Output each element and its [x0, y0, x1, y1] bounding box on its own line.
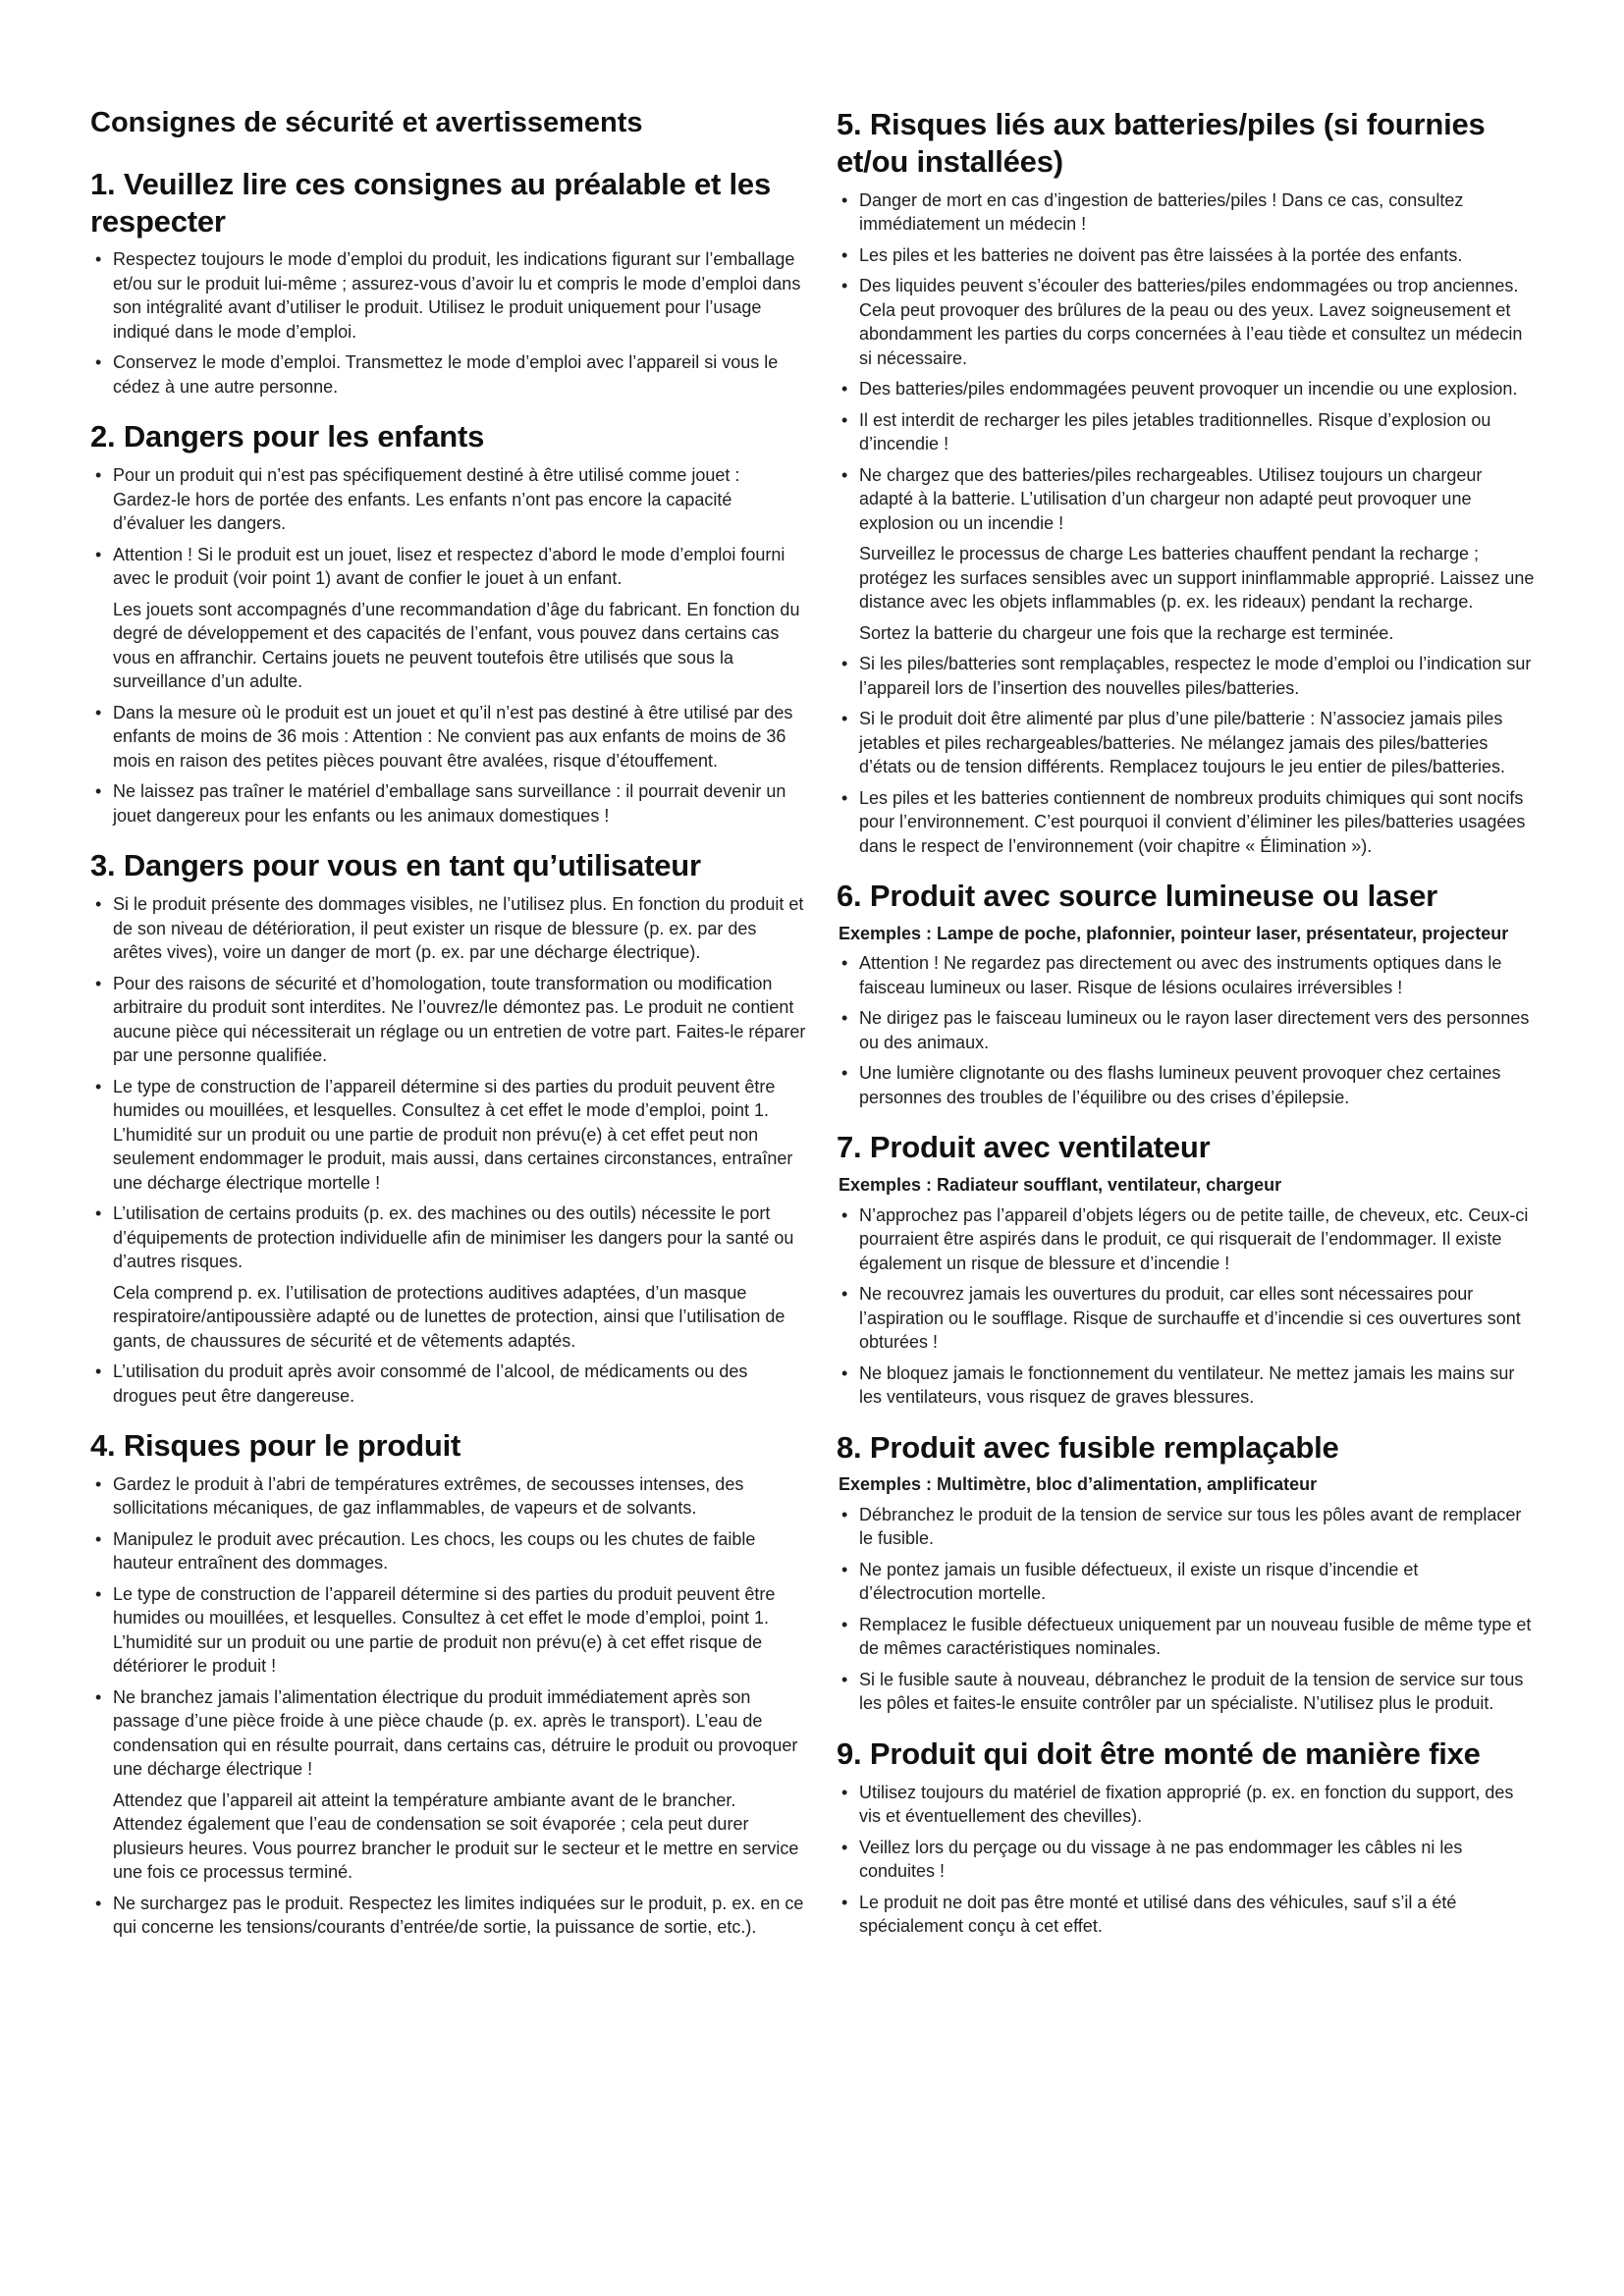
- list-item: [837, 274, 1536, 370]
- bullet-icon: •: [841, 1284, 848, 1305]
- list-item-text: Dans la mesure où le produit est un jouet et qu’il n’est pas destiné à être utilisé par des enfants de moins de 36 mois : Attention : Ne convient pas aux enfants de moins de 36 mois en raison des petites pièces pouvant être avalées, risque d’étouffement.: [113, 702, 793, 771]
- bullet-list: [837, 951, 1536, 1109]
- list-item-text: Le type de construction de l’appareil détermine si des parties du produit peuvent être humides ou mouillées, et lesquelles. Consultez à cet effet le mode d’emploi, point 1. L’humidité sur un produit ou une partie de produit non prévu(e) à cet effet risque de détériorer le produit !: [113, 1583, 776, 1677]
- bullet-icon: •: [841, 244, 848, 265]
- list-item: [90, 1472, 807, 1521]
- list-item: [90, 1685, 807, 1885]
- list-item: [90, 1582, 807, 1679]
- list-item: [90, 1360, 807, 1408]
- bullet-icon: •: [841, 189, 848, 210]
- bullet-icon: •: [95, 1583, 102, 1604]
- list-item-text: Les jouets sont accompagnés d’une recommandation d’âge du fabricant. En fonction du degré de développement et des capacités de l’enfant, vous pouvez dans certains cas vous en affranchir. Certains jouets ne peuvent toutefois être utilisés que sous la surveillance d’un adulte.: [113, 599, 800, 692]
- list-item: [837, 1282, 1536, 1355]
- bullet-list: [90, 1472, 807, 1940]
- bullet-icon: •: [841, 1614, 848, 1634]
- list-item-text: Débranchez le produit de la tension de service sur tous les pôles avant de remplacer le fusible.: [859, 1504, 1522, 1549]
- bullet-icon: •: [841, 1008, 848, 1029]
- list-item-text: Manipulez le produit avec précaution. Les chocs, les coups ou les chutes de faible hauteur entraînent des dommages.: [113, 1528, 756, 1574]
- list-item-text: Surveillez le processus de charge Les batteries chauffent pendant la recharge ; protégez les surfaces sensibles avec un support ininflammable approprié. Laissez une distance avec les objets inflammables (p. ex. les rideaux) pendant la recharge.: [859, 544, 1535, 613]
- section: [837, 1735, 1536, 1939]
- bullet-icon: •: [841, 1782, 848, 1802]
- section-examples: Exemples : Radiateur soufflant, ventilateur, chargeur: [839, 1175, 1282, 1196]
- bullet-icon: •: [95, 702, 102, 722]
- list-item: [837, 1203, 1536, 1276]
- list-item: [90, 1527, 807, 1575]
- list-item: [90, 892, 807, 965]
- section: [837, 878, 1536, 1109]
- bullet-icon: •: [95, 973, 102, 993]
- bullet-icon: •: [95, 352, 102, 373]
- list-item-text: Si le produit présente des dommages visibles, ne l’utilisez plus. En fonction du produit et de son niveau de détérioration, il peut exister un risque de blessure (p. ex. par des arêtes vives), voire un danger de mort (p. ex. par une décharge électrique).: [113, 894, 804, 963]
- list-item-text: Attendez que l’appareil ait atteint la température ambiante avant de le brancher. Attendez également que l’eau de condensation se soit évaporée ; cela peut durer plusieurs heures. Vous pourrez brancher le produit sur le secteur et le mettre en service une fois ce processus terminé.: [113, 1789, 799, 1883]
- bullet-icon: •: [95, 1528, 102, 1549]
- section-heading: 9. Produit qui doit être monté de manière fixe: [837, 1735, 1481, 1771]
- list-item: [837, 1781, 1536, 1829]
- bullet-icon: •: [95, 1473, 102, 1494]
- list-item-text: Le produit ne doit pas être monté et utilisé dans des véhicules, sauf s’il a été spécialement conçu à cet effet.: [859, 1892, 1457, 1937]
- list-item: [837, 1891, 1536, 1939]
- bullet-icon: •: [841, 1362, 848, 1383]
- bullet-icon: •: [841, 1559, 848, 1579]
- section: [90, 847, 807, 1408]
- section-examples: Exemples : Multimètre, bloc d’alimentation, amplificateur: [839, 1474, 1318, 1495]
- list-item: [90, 247, 807, 344]
- list-item-text: L’utilisation de certains produits (p. ex. des machines ou des outils) nécessite le port d’équipements de protection individuelle afin de minimiser les dangers pour la santé ou d’autres risques.: [113, 1203, 794, 1272]
- list-item: [837, 188, 1536, 237]
- section-heading: 1. Veuillez lire ces consignes au préalable et les respecter: [90, 166, 772, 239]
- list-item-text: Attention ! Ne regardez pas directement ou avec des instruments optiques dans le faisceau lumineux ou laser. Risque de lésions oculaires irréversibles !: [859, 953, 1502, 997]
- bullet-list: [90, 247, 807, 399]
- bullet-icon: •: [95, 465, 102, 486]
- list-item-text: Pour un produit qui n’est pas spécifiquement destiné à être utilisé comme jouet : Gardez-le hors de portée des enfants. Les enfants n’ont pas encore la capacité d’évaluer les dangers.: [113, 465, 740, 534]
- list-item-text: Cela comprend p. ex. l’utilisation de protections auditives adaptées, d’un masque respiratoire/antipoussière adapté ou de lunettes de protection, ainsi que l’utilisation de gants, de chaussures de sécurité et de vêtements adaptés.: [113, 1282, 785, 1351]
- bullet-icon: •: [841, 1837, 848, 1857]
- list-item-text: Utilisez toujours du matériel de fixation approprié (p. ex. en fonction du support, des vis et éventuellement des chevilles).: [859, 1782, 1514, 1827]
- list-item-text: Une lumière clignotante ou des flashs lumineux peuvent provoquer chez certaines personnes des troubles de l’équilibre ou des crises d’épilepsie.: [859, 1063, 1501, 1107]
- list-item-text: Les piles et les batteries ne doivent pas être laissées à la portée des enfants.: [859, 244, 1463, 265]
- list-item: [90, 1201, 807, 1353]
- list-item: [90, 543, 807, 694]
- list-item-text: Ne pontez jamais un fusible défectueux, il existe un risque d’incendie et d’électrocution mortelle.: [859, 1559, 1419, 1604]
- bullet-icon: •: [841, 1892, 848, 1912]
- bullet-icon: •: [95, 781, 102, 802]
- list-item: [90, 463, 807, 536]
- list-item: [90, 1075, 807, 1196]
- bullet-icon: •: [95, 1686, 102, 1707]
- bullet-icon: •: [841, 1504, 848, 1524]
- list-item-text: L’utilisation du produit après avoir consommé de l’alcool, de médicaments ou des drogues peut être dangereuse.: [113, 1362, 748, 1406]
- list-item-text: Remplacez le fusible défectueux uniquement par un nouveau fusible de même type et de mêmes caractéristiques nominales.: [859, 1614, 1532, 1659]
- list-item-text: Des batteries/piles endommagées peuvent provoquer un incendie ou une explosion.: [859, 379, 1518, 400]
- bullet-list: [837, 188, 1536, 859]
- list-item-text: Ne branchez jamais l’alimentation électrique du produit immédiatement après son passage d’une pièce froide à une pièce chaude (p. ex. après le transport). L’eau de condensation qui en résulte pourrait, dans certains cas, détruire le produit ou provoquer une décharge électrique !: [113, 1686, 798, 1780]
- bullet-icon: •: [841, 1063, 848, 1084]
- bullet-list: [837, 1781, 1536, 1939]
- list-item-text: Les piles et les batteries contiennent de nombreux produits chimiques qui sont nocifs pour l’environnement. C’est pourquoi il convient d’éliminer les piles/batteries usagées dans le respect de l’environnement (voir chapitre « Élimination »).: [859, 787, 1526, 856]
- list-item-text: Si le fusible saute à nouveau, débranchez le produit de la tension de service sur tous les pôles et faites-le ensuite contrôler par un spécialiste. N’utilisez plus le produit.: [859, 1669, 1524, 1714]
- bullet-icon: •: [95, 1893, 102, 1913]
- list-item: [837, 463, 1536, 646]
- list-item: [837, 786, 1536, 859]
- bullet-icon: •: [841, 787, 848, 808]
- bullet-icon: •: [95, 1203, 102, 1224]
- list-item-text: Veillez lors du perçage ou du vissage à ne pas endommager les câbles ni les conduites !: [859, 1837, 1463, 1882]
- list-item: [90, 1892, 807, 1940]
- list-item: [837, 652, 1536, 700]
- list-item: [837, 707, 1536, 779]
- list-item: [837, 951, 1536, 999]
- list-item: [837, 1362, 1536, 1410]
- list-item-text: Ne laissez pas traîner le matériel d’emballage sans surveillance : il pourrait devenir un jouet dangereux pour les enfants ou les animaux domestiques !: [113, 781, 786, 826]
- list-item-text: Respectez toujours le mode d’emploi du produit, les indications figurant sur l’emballage et/ou sur le produit lui-même ; assurez-vous d’avoir lu et compris le mode d’emploi dans son intégralité avant d’utiliser le produit. Utilisez le produit uniquement pour l’usage indiqué dans le mode d’emploi.: [113, 249, 801, 342]
- bullet-icon: •: [95, 1362, 102, 1382]
- bullet-icon: •: [95, 894, 102, 915]
- section: [90, 1427, 807, 1940]
- bullet-icon: •: [841, 1669, 848, 1689]
- list-item: [90, 779, 807, 828]
- section: [837, 1129, 1536, 1409]
- list-item-text: Il est interdit de recharger les piles jetables traditionnelles. Risque d’explosion ou d’incendie !: [859, 409, 1491, 454]
- list-item: [837, 1006, 1536, 1054]
- list-item: [837, 1668, 1536, 1716]
- list-item: [837, 1836, 1536, 1884]
- left-column: [90, 106, 807, 1959]
- page-title: Consignes de sécurité et avertissements: [90, 107, 643, 138]
- list-item-text: Si le produit doit être alimenté par plus d’une pile/batterie : N’associez jamais piles jetables et piles rechargeables/batteries. Ne mélangez jamais des piles/batteries d’états ou de tension différents. Remplacez toujours le jeu entier de piles/batteries.: [859, 709, 1506, 777]
- bullet-icon: •: [841, 464, 848, 485]
- list-item-text: Conservez le mode d’emploi. Transmettez le mode d’emploi avec l’appareil si vous le cédez à une autre personne.: [113, 352, 779, 397]
- bullet-list: [837, 1203, 1536, 1410]
- bullet-icon: •: [95, 544, 102, 564]
- section-examples: Exemples : Lampe de poche, plafonnier, pointeur laser, présentateur, projecteur: [839, 923, 1509, 943]
- list-item: [837, 1503, 1536, 1551]
- list-item-text: Des liquides peuvent s’écouler des batteries/piles endommagées ou trop anciennes. Cela peut provoquer des brûlures de la peau ou des yeux. Lavez soigneusement et abondamment les parties du corps concernées à l’eau tiède et consultez un médecin si nécessaire.: [859, 276, 1523, 368]
- list-item-text: Pour des raisons de sécurité et d’homologation, toute transformation ou modification arbitraire du produit sont interdites. Ne l’ouvrez/le démontez pas. Le produit ne contient aucune pièce qui nécessiterait un réglage ou un entretien de votre part. Faites-le réparer par une personne qualifiée.: [113, 973, 806, 1066]
- list-item-text: Ne surchargez pas le produit. Respectez les limites indiquées sur le produit, p. ex. en ce qui concerne les tensions/courants d’entrée/de sortie, la puissance de sortie, etc.).: [113, 1893, 804, 1938]
- bullet-icon: •: [841, 654, 848, 674]
- section: [90, 166, 807, 400]
- section-heading: 2. Dangers pour les enfants: [90, 419, 485, 454]
- right-column: [837, 106, 1536, 1958]
- bullet-icon: •: [841, 409, 848, 430]
- section-heading: 7. Produit avec ventilateur: [837, 1130, 1211, 1165]
- list-item-text: Ne chargez que des batteries/piles rechargeables. Utilisez toujours un chargeur adapté à la batterie. L’utilisation d’un chargeur non adapté peut provoquer une explosion ou un incendie !: [859, 464, 1483, 533]
- list-item: [90, 350, 807, 399]
- list-item-text: Ne bloquez jamais le fonctionnement du ventilateur. Ne mettez jamais les mains sur les ventilateurs, vous risquez de graves blessures.: [859, 1362, 1515, 1408]
- list-item: [90, 701, 807, 774]
- bullet-list: [90, 892, 807, 1408]
- list-item: [90, 972, 807, 1068]
- list-item: [837, 377, 1536, 401]
- section: [90, 418, 807, 828]
- bullet-icon: •: [841, 379, 848, 400]
- section: [837, 1429, 1536, 1716]
- bullet-icon: •: [841, 276, 848, 296]
- section: [837, 106, 1536, 858]
- bullet-list: [837, 1503, 1536, 1716]
- bullet-icon: •: [841, 709, 848, 729]
- bullet-list: [90, 463, 807, 828]
- list-item: [837, 243, 1536, 268]
- list-item-text: Le type de construction de l’appareil détermine si des parties du produit peuvent être humides ou mouillées, et lesquelles. Consultez à cet effet le mode d’emploi, point 1. L’humidité sur un produit ou une partie de produit non prévu(e) à cet effet peut non seulement endommager le produit, mais aussi, dans certaines circonstances, entraîner une décharge électrique mortelle !: [113, 1076, 793, 1193]
- list-item-text: Attention ! Si le produit est un jouet, lisez et respectez d’abord le mode d’emploi fourni avec le produit (voir point 1) avant de confier le jouet à un enfant.: [113, 544, 785, 589]
- list-item-text: Danger de mort en cas d’ingestion de batteries/piles ! Dans ce cas, consultez immédiatement un médecin !: [859, 189, 1464, 235]
- list-item: [837, 1061, 1536, 1109]
- list-item: [837, 1558, 1536, 1606]
- section-heading: 5. Risques liés aux batteries/piles (si fournies et/ou installées): [837, 107, 1486, 179]
- list-item: [837, 1613, 1536, 1661]
- list-item-text: Si les piles/batteries sont remplaçables, respectez le mode d’emploi ou l’indication sur l’appareil lors de l’insertion des nouvelles piles/batteries.: [859, 654, 1532, 698]
- section-heading: 8. Produit avec fusible remplaçable: [837, 1429, 1339, 1465]
- section-heading: 4. Risques pour le produit: [90, 1428, 461, 1464]
- bullet-icon: •: [841, 953, 848, 974]
- list-item: [837, 408, 1536, 456]
- list-item-text: Ne recouvrez jamais les ouvertures du produit, car elles sont nécessaires pour l’aspiration ou le soufflage. Risque de surchauffe et d’incendie si ces ouvertures sont obturées !: [859, 1284, 1521, 1353]
- section-heading: 3. Dangers pour vous en tant qu’utilisateur: [90, 848, 701, 883]
- list-item-text: Sortez la batterie du chargeur une fois que la recharge est terminée.: [859, 622, 1394, 643]
- section-heading: 6. Produit avec source lumineuse ou laser: [837, 879, 1438, 914]
- list-item-text: Gardez le produit à l’abri de températures extrêmes, de secousses intenses, des sollicitations mécaniques, de gaz inflammables, de vapeurs et de solvants.: [113, 1473, 744, 1519]
- bullet-icon: •: [841, 1204, 848, 1225]
- bullet-icon: •: [95, 249, 102, 270]
- list-item-text: Ne dirigez pas le faisceau lumineux ou le rayon laser directement vers des personnes ou des animaux.: [859, 1008, 1530, 1052]
- bullet-icon: •: [95, 1076, 102, 1096]
- list-item-text: N’approchez pas l’appareil d’objets légers ou de petite taille, de cheveux, etc. Ceux-ci pourraient être aspirés dans le produit, ce qui risquerait de l’endommager. Il existe également un risque de blessure et d’incendie !: [859, 1204, 1529, 1273]
